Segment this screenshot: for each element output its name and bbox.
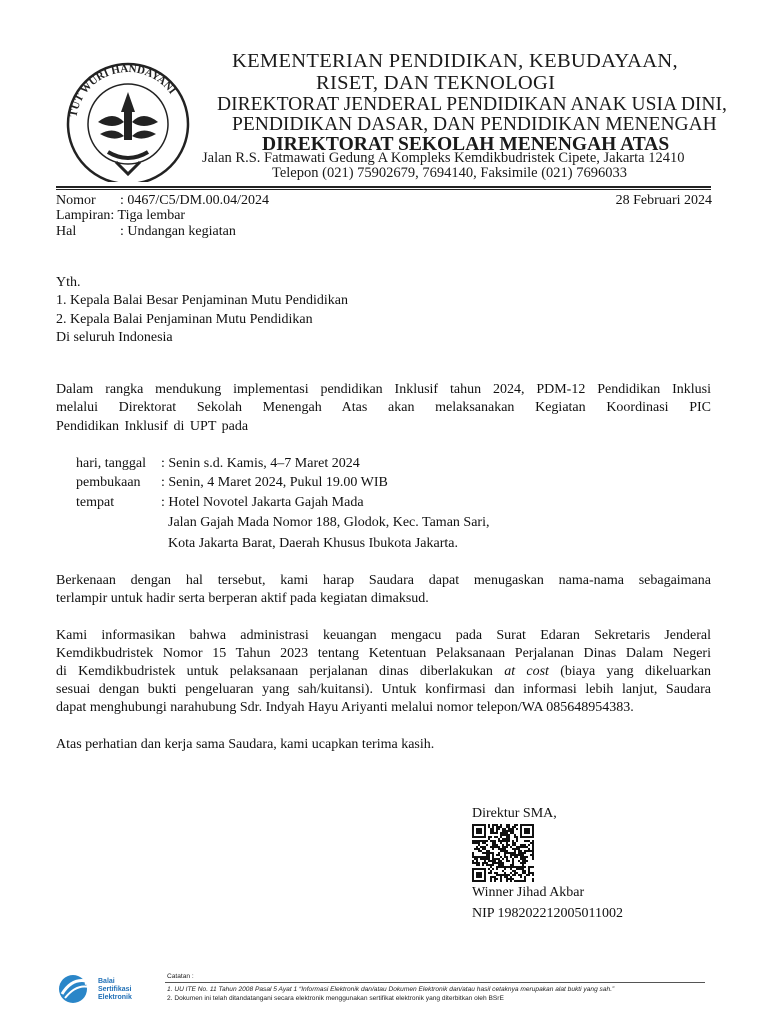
recipient-2: 2. Kepala Balai Penjaminan Mutu Pendidikan [56, 312, 313, 327]
schedule-hari [76, 455, 360, 472]
letterhead-divider [56, 186, 711, 188]
bsre-label-1: Balai [98, 978, 115, 985]
para2-line-1: Berkenaan dengan hal tersebut, kami harap Saudara dapat menugaskan nama-nama sebagaimana [56, 573, 711, 588]
intro-line-1: Dalam rangka mendukung implementasi pendidikan Inklusif tahun 2024, PDM-12 Pendidikan Inklusi [56, 382, 711, 397]
intro-line-2: melalui Direktorat Sekolah Menengah Atas akan melaksanakan Kegiatan Koordinasi PIC [56, 400, 711, 415]
meta-lampiran [56, 207, 185, 224]
meta-hal [56, 223, 236, 240]
pembukaan-label: pembukaan [76, 475, 141, 490]
letter-date: 28 Februari 2024 [615, 193, 712, 208]
lampiran-label: Lampiran [56, 208, 111, 223]
tut-wuri-handayani-emblem-icon [58, 52, 198, 182]
para3-line-4: sesuai dengan bukti pengeluaran yang sah/kuitansi). Untuk konfirmasi dan informasi lebih lanjut, Saudara [56, 682, 711, 697]
nomor-label: Nomor [56, 193, 96, 208]
pembukaan-value: : Senin, 4 Maret 2024, Pukul 19.00 WIB [161, 475, 388, 490]
letterhead-directorate-general: DIREKTORAT JENDERAL PENDIDIKAN ANAK USIA DINI, [217, 94, 727, 115]
para3-line-3 [56, 663, 711, 680]
para3-line-2: Kemdikbudristek Nomor 15 Tahun 2023 tentang Ketentuan Pelaksanaan Perjalanan Dinas Dalam Negeri [56, 646, 711, 661]
para3-line-3-pre: di Kemdikbudristek untuk pelaksanaan perjalanan dinas diberlakukan [56, 664, 493, 679]
tempat-value: : Hotel Novotel Jakarta Gajah Mada [161, 495, 364, 510]
signatory-name: Winner Jihad Akbar [472, 885, 585, 900]
logo-motto: TUT WURI HANDAYANI [67, 62, 179, 119]
recipient-location: Di seluruh Indonesia [56, 330, 173, 345]
para3-line-3-post: (biaya yang dikeluarkan [560, 664, 712, 679]
footer-note-1: 1. UU ITE No. 11 Tahun 2008 Pasal 5 Ayat 1 “Informasi Elektronik dan/atau Dokumen Elektronik dan/atau hasil cetaknya merupakan alat bukti yang sah.” [167, 986, 615, 993]
nomor-value: : 0467/C5/DM.00.04/2024 [120, 193, 269, 208]
para3-line-5: dapat menghubungi narahubung Sdr. Indyah Hayu Ariyanti melalui nomor telepon/WA 085648954383. [56, 700, 634, 715]
signature-title: Direktur SMA, [472, 806, 557, 821]
footer-divider [165, 982, 705, 983]
hal-value: : Undangan kegiatan [120, 224, 236, 239]
bsre-label-3: Elektronik [98, 994, 132, 1001]
lampiran-value: : Tiga lembar [110, 208, 186, 223]
recipient-yth: Yth. [56, 275, 81, 290]
intro-line-3: Pendidikan Inklusif di UPT pada [56, 419, 249, 434]
letterhead-address: Jalan R.S. Fatmawati Gedung A Kompleks Kemdikbudristek Cipete, Jakarta 12410 [202, 150, 685, 166]
closing-text: Atas perhatian dan kerja sama Saudara, kami ucapkan terima kasih. [56, 737, 435, 752]
letterhead-divider-thin [56, 189, 711, 190]
schedule-pembukaan [76, 474, 388, 491]
at-cost-emphasis: at cost [504, 664, 549, 679]
letterhead-directorate: DIREKTORAT SEKOLAH MENENGAH ATAS [262, 134, 670, 155]
hal-label: Hal [56, 224, 77, 239]
letterhead-directorate-general-2: PENDIDIKAN DASAR, DAN PENDIDIKAN MENENGAH [232, 114, 717, 135]
tempat-label: tempat [76, 495, 115, 510]
hari-value: : Senin s.d. Kamis, 4–7 Maret 2024 [161, 456, 360, 471]
tempat-address-line-2: Jalan Gajah Mada Nomor 188, Glodok, Kec. Taman Sari, [168, 515, 490, 530]
bsre-label-2: Sertifikasi [98, 986, 132, 993]
qr-code-icon [472, 824, 534, 882]
letterhead-ministry-2: RISET, DAN TEKNOLOGI [316, 72, 556, 94]
recipient-1: 1. Kepala Balai Besar Penjaminan Mutu Pendidikan [56, 293, 348, 308]
footer-catatan: Catatan : [167, 973, 194, 980]
footer-note-2: 2. Dokumen ini telah ditandatangani secara elektronik menggunakan sertifikat elektronik yang diterbitkan oleh BSrE [167, 995, 504, 1002]
letterhead-contact: Telepon (021) 75902679, 7694140, Faksimile (021) 7696033 [272, 165, 628, 181]
para2-line-2: terlampir untuk hadir serta berperan aktif pada kegiatan dimaksud. [56, 591, 429, 606]
schedule-tempat [76, 494, 364, 511]
para3-line-1: Kami informasikan bahwa administrasi keuangan mengacu pada Surat Edaran Sekretaris Jenderal [56, 628, 711, 643]
tempat-address-line-3: Kota Jakarta Barat, Daerah Khusus Ibukota Jakarta. [168, 536, 459, 551]
hari-label: hari, tanggal [76, 456, 146, 471]
bsre-logo-icon [56, 972, 98, 1006]
signatory-nip: NIP 198202212005011002 [472, 906, 624, 921]
letterhead-ministry: KEMENTERIAN PENDIDIKAN, KEBUDAYAAN, [232, 50, 678, 72]
